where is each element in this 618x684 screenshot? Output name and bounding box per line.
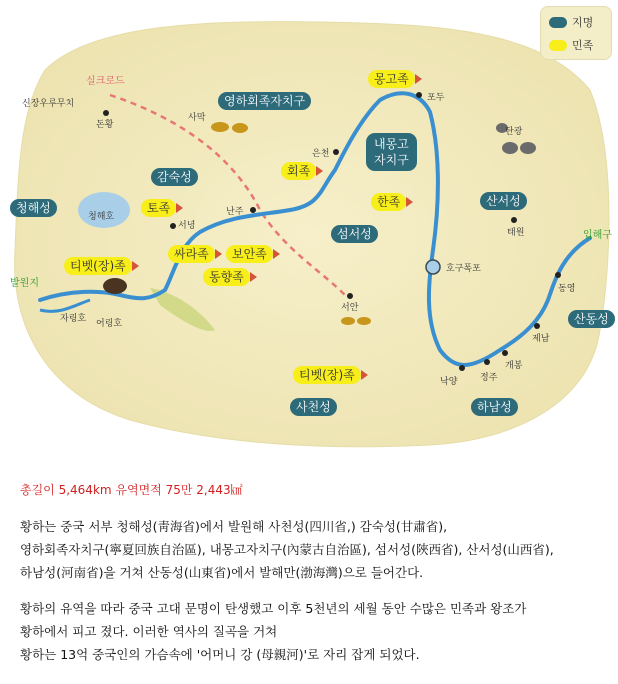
map-legend xyxy=(540,6,612,60)
paragraph-2-line-3: 황하는 13억 중국인의 가슴속에 '어머니 강 (母親河)'로 자리 잡게 되었다. xyxy=(20,647,420,662)
legend-ethnic-label: 민족 xyxy=(572,39,594,52)
paragraph-1-line-2: 영하회족자치구(寧夏回族自治區), 내몽고자치구(內蒙古自治區), 섬서성(陜西省), 산서성(山西省), xyxy=(20,542,554,557)
region-sichuan: 사천성 xyxy=(290,398,337,416)
label-hukou-waterfall: 호구폭포 xyxy=(446,264,481,274)
region-shandong: 산동성 xyxy=(568,310,615,328)
region-qinghai: 청해성 xyxy=(10,199,57,217)
label-silk-road: 실크로드 xyxy=(86,76,125,87)
city-yinchuan: 은천 xyxy=(312,149,330,159)
label-gyaring-lake: 자링호 xyxy=(60,314,87,324)
ethnic-tibetan-1: 티벳(장)족 xyxy=(64,257,132,275)
label-desert: 사막 xyxy=(188,113,206,123)
ethnic-dongxiang: 동향족 xyxy=(203,268,250,286)
city-zhengzhou: 정주 xyxy=(480,373,498,383)
ethnic-han: 한족 xyxy=(371,193,406,211)
city-jinan: 제남 xyxy=(532,334,550,344)
paragraph-2-line-1: 황하의 유역을 따라 중국 고대 문명이 탄생했고 이후 5천년의 세월 동안 수많은 민족과 왕조가 xyxy=(20,601,527,616)
ethnic-hui: 회족 xyxy=(281,162,316,180)
city-luoyang: 낙양 xyxy=(440,377,458,387)
paragraph-2-line-2: 황하에서 피고 졌다. 이러한 역사의 질곡을 거쳐 xyxy=(20,624,278,639)
region-inner-mongolia: 내몽고 자치구 xyxy=(366,133,417,171)
ethnic-tibetan-2: 티벳(장)족 xyxy=(293,366,361,384)
city-xining: 서녕 xyxy=(178,221,196,231)
paragraph-1-line-3: 하남성(河南省)을 거쳐 산동성(山東省)에서 발해만(渤海灣)으로 들어간다. xyxy=(20,565,424,580)
city-kaifeng: 개봉 xyxy=(505,361,523,371)
city-dongying: 동영 xyxy=(558,284,576,294)
ethnic-mongol: 몽고족 xyxy=(368,70,415,88)
city-taiyuan: 태원 xyxy=(507,228,525,238)
yak-icon xyxy=(103,278,127,294)
label-coal-mine: 탄광 xyxy=(505,127,523,137)
label-qinghai-lake: 청해호 xyxy=(88,212,115,222)
city-baotou: 포두 xyxy=(427,93,445,103)
ethnic-bonan: 보안족 xyxy=(226,245,273,263)
region-ningxia: 영하회족자치구 xyxy=(218,92,311,110)
ethnic-salar: 싸라족 xyxy=(168,245,215,263)
region-shaanxi: 섬서성 xyxy=(331,225,378,243)
city-xian: 서안 xyxy=(341,303,359,313)
label-ngoring-lake: 어링호 xyxy=(96,319,123,329)
label-river-mouth: 입해구 xyxy=(583,230,612,241)
region-swatch xyxy=(549,17,567,28)
paragraph-1-line-1: 황하는 중국 서부 청해성(靑海省)에서 발원해 사천성(四川省,) 감숙성(甘肅省), xyxy=(20,519,448,534)
legend-region-label: 지명 xyxy=(572,16,594,29)
region-shanxi: 산서성 xyxy=(480,192,527,210)
label-river-source: 발원지 xyxy=(10,278,39,289)
city-dunhuang: 돈황 xyxy=(96,120,114,130)
ethnic-swatch xyxy=(549,40,567,51)
city-urumqi: 신장우루무치 xyxy=(22,99,75,109)
region-gansu: 감숙성 xyxy=(151,168,198,186)
region-henan: 하남성 xyxy=(471,398,518,416)
city-lanzhou: 난주 xyxy=(226,207,244,217)
ethnic-tu: 토족 xyxy=(141,199,176,217)
river-stats: 총길이 5,464km 유역면적 75만 2,443㎢ xyxy=(20,483,243,497)
